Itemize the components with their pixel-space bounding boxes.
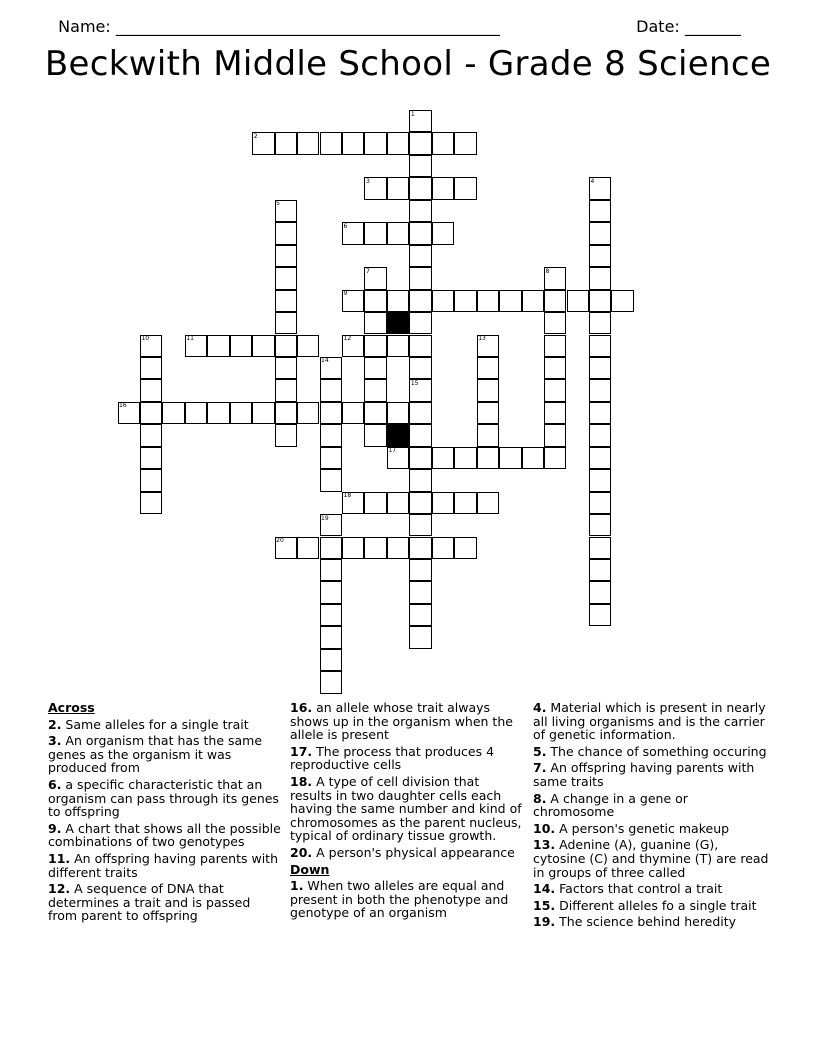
clue-number: 8.: [533, 790, 547, 806]
grid-cell[interactable]: [387, 402, 409, 424]
grid-cell[interactable]: [387, 177, 409, 199]
grid-cell[interactable]: [252, 402, 274, 424]
down-clue: [533, 899, 773, 913]
grid-cell[interactable]: [409, 604, 431, 626]
clue-number-label: 3: [365, 177, 370, 185]
clue-number-label: 1: [410, 110, 415, 118]
clue-text: A chart that shows all the possible combinations of two genotypes: [48, 820, 281, 850]
grid-cell[interactable]: [522, 447, 544, 469]
grid-cell[interactable]: [544, 335, 566, 357]
grid-cell[interactable]: [589, 537, 611, 559]
grid-cell[interactable]: [275, 290, 297, 312]
grid-cell[interactable]: [297, 402, 319, 424]
grid-cell[interactable]: [611, 290, 633, 312]
grid-cell[interactable]: [364, 335, 386, 357]
clues-column-3: [533, 701, 773, 932]
across-clue: [48, 822, 283, 849]
grid-cell[interactable]: [409, 222, 431, 244]
grid-cell[interactable]: [499, 447, 521, 469]
grid-cell[interactable]: [589, 200, 611, 222]
grid-cell[interactable]: [589, 559, 611, 581]
clue-text: An offspring having parents with same traits: [533, 760, 755, 789]
clue-number: 2.: [48, 716, 62, 732]
grid-cell[interactable]: [140, 379, 162, 401]
grid-cell[interactable]: [544, 402, 566, 424]
grid-cell[interactable]: [409, 424, 431, 446]
grid-cell[interactable]: [320, 671, 342, 693]
grid-cell[interactable]: [207, 402, 229, 424]
grid-cell[interactable]: [409, 267, 431, 289]
grid-cell[interactable]: [409, 402, 431, 424]
grid-cell[interactable]: [320, 469, 342, 491]
clue-number-label: 16: [119, 402, 127, 410]
grid-cell[interactable]: [432, 492, 454, 514]
grid-cell[interactable]: [275, 245, 297, 267]
clue-number: 18.: [290, 773, 313, 789]
grid-cell[interactable]: [544, 357, 566, 379]
grid-cell[interactable]: [320, 402, 342, 424]
across-clue: [48, 734, 283, 775]
across-clue: [290, 775, 525, 843]
clue-text: The process that produces 4 reproductive cells: [290, 743, 495, 773]
grid-cell[interactable]: [544, 424, 566, 446]
grid-cell[interactable]: [477, 424, 499, 446]
grid-cell[interactable]: [477, 379, 499, 401]
grid-cell[interactable]: [589, 222, 611, 244]
down-clue: [290, 879, 525, 920]
grid-cell[interactable]: [477, 447, 499, 469]
grid-cell[interactable]: [589, 581, 611, 603]
down-clue: [533, 838, 773, 879]
clue-text: The science behind heredity: [555, 914, 737, 930]
clue-number-label: 19: [321, 514, 329, 522]
grid-cell[interactable]: [589, 245, 611, 267]
clue-number-label: 13: [478, 335, 486, 342]
grid-cell[interactable]: [409, 514, 431, 536]
down-clue: [533, 701, 773, 742]
clue-number: 17.: [290, 743, 313, 759]
clue-number: 3.: [48, 733, 62, 749]
grid-cell[interactable]: [364, 379, 386, 401]
grid-cell[interactable]: [320, 537, 342, 559]
grid-cell[interactable]: [387, 335, 409, 357]
grid-cell[interactable]: [454, 447, 476, 469]
grid-cell[interactable]: [589, 514, 611, 536]
clue-number: 5.: [533, 743, 547, 759]
grid-cell[interactable]: [454, 492, 476, 514]
grid-cell[interactable]: [387, 537, 409, 559]
grid-cell[interactable]: [589, 290, 611, 312]
down-clue: [533, 882, 773, 896]
clue-number: 12.: [48, 881, 71, 897]
clue-number: 20.: [290, 844, 313, 860]
clues-column-2: [290, 701, 525, 923]
grid-cell[interactable]: [409, 290, 431, 312]
page-title: Beckwith Middle School - Grade 8 Science: [44, 44, 772, 84]
grid-cell[interactable]: [364, 222, 386, 244]
name-label: Name:: [58, 17, 116, 36]
grid-cell[interactable]: [567, 290, 589, 312]
grid-cell[interactable]: [320, 379, 342, 401]
down-clue: [533, 745, 773, 759]
clue-number: 7.: [533, 760, 547, 776]
clue-text: When two alleles are equal and present in both the phenotype and genotype of an organism: [290, 878, 509, 921]
grid-cell[interactable]: [320, 559, 342, 581]
clue-text: an allele whose trait always shows up in the organism when the allele is present: [290, 700, 513, 743]
grid-cell[interactable]: [544, 447, 566, 469]
grid-cell[interactable]: [387, 132, 409, 154]
down-clue-list-1: [290, 879, 525, 920]
clue-text: Same alleles for a single trait: [61, 716, 249, 732]
grid-cell[interactable]: [544, 379, 566, 401]
grid-cell[interactable]: [320, 447, 342, 469]
grid-cell[interactable]: [544, 290, 566, 312]
grid-cell[interactable]: [297, 335, 319, 357]
grid-cell[interactable]: [589, 424, 611, 446]
clue-text: A change in a gene or chromosome: [533, 790, 688, 820]
grid-cell[interactable]: [499, 290, 521, 312]
date-label: Date:: [636, 17, 685, 36]
clue-number: 4.: [533, 700, 547, 715]
across-clue: [48, 778, 283, 819]
clue-text: A sequence of DNA that determines a trait and is passed from parent to offspring: [48, 881, 251, 924]
clue-number-label: 12: [343, 335, 352, 342]
grid-cell[interactable]: [409, 200, 431, 222]
clue-number-label: 2: [253, 132, 258, 140]
across-clue: [290, 846, 525, 860]
grid-cell[interactable]: [364, 424, 386, 446]
clue-number-label: 11: [186, 335, 194, 342]
name-line: ________________________________________________: [115, 17, 500, 36]
grid-cell[interactable]: [589, 402, 611, 424]
down-clue: [533, 822, 773, 836]
grid-cell[interactable]: [140, 469, 162, 491]
down-clue: [533, 915, 773, 929]
clue-number-label: 8: [545, 267, 550, 275]
grid-cell[interactable]: [364, 537, 386, 559]
clue-number-label: 15: [410, 379, 419, 387]
grid-cell[interactable]: [364, 492, 386, 514]
across-clue: [48, 718, 283, 732]
grid-cell[interactable]: [409, 581, 431, 603]
grid-cell[interactable]: [409, 447, 431, 469]
grid-cell[interactable]: [432, 222, 454, 244]
grid-cell[interactable]: [230, 335, 252, 357]
grid-cell[interactable]: [140, 447, 162, 469]
grid-cell[interactable]: [454, 290, 476, 312]
grid-cell[interactable]: [477, 290, 499, 312]
grid-cell[interactable]: [320, 424, 342, 446]
clue-number-label: 4: [590, 177, 595, 185]
clue-number: 19.: [533, 914, 556, 930]
grid-cell[interactable]: [140, 424, 162, 446]
grid-cell[interactable]: [297, 537, 319, 559]
grid-cell[interactable]: [162, 402, 184, 424]
clue-number-label: 6: [343, 222, 348, 230]
grid-cell[interactable]: [320, 649, 342, 671]
clue-number: 9.: [48, 820, 62, 836]
grid-cell[interactable]: [252, 335, 274, 357]
grid-cell[interactable]: [454, 132, 476, 154]
grid-cell[interactable]: [432, 290, 454, 312]
down-clue: [533, 761, 773, 788]
grid-cell[interactable]: [364, 290, 386, 312]
across-clue: [48, 882, 283, 923]
grid-cell[interactable]: [320, 626, 342, 648]
grid-cell[interactable]: [409, 469, 431, 491]
clue-number-label: 5: [276, 200, 280, 208]
grid-cell[interactable]: [589, 312, 611, 334]
across-clue-list-2: [290, 701, 525, 860]
grid-cell[interactable]: [544, 312, 566, 334]
grid-cell[interactable]: [364, 132, 386, 154]
clue-number: 13.: [533, 837, 556, 853]
grid-cell[interactable]: [297, 132, 319, 154]
grid-cell[interactable]: [140, 402, 162, 424]
grid-cell[interactable]: [387, 492, 409, 514]
clue-text: Adenine (A), guanine (G), cytosine (C) and thymine (T) are read in groups of three called: [533, 837, 769, 880]
grid-cell[interactable]: [387, 290, 409, 312]
grid-cell[interactable]: [477, 402, 499, 424]
date-line: _______: [684, 17, 741, 36]
grid-cell[interactable]: [432, 132, 454, 154]
black-cell: [387, 424, 409, 446]
clue-number: 16.: [290, 700, 313, 715]
down-heading: Down: [290, 861, 330, 877]
clue-number: 1.: [290, 878, 304, 894]
clue-number-label: 9: [343, 290, 348, 298]
clue-text: An offspring having parents with different traits: [48, 850, 278, 880]
clue-number: 15.: [533, 897, 556, 913]
clue-number: 14.: [533, 881, 556, 897]
grid-cell[interactable]: [432, 177, 454, 199]
grid-cell[interactable]: [275, 267, 297, 289]
clue-text: The chance of something occuring: [546, 743, 767, 759]
across-clue: [290, 701, 525, 742]
grid-cell[interactable]: [230, 402, 252, 424]
grid-cell[interactable]: [275, 424, 297, 446]
grid-cell[interactable]: [477, 357, 499, 379]
grid-cell[interactable]: [589, 492, 611, 514]
grid-cell[interactable]: [432, 447, 454, 469]
down-clue-list-2: [533, 701, 773, 929]
grid-cell[interactable]: [364, 312, 386, 334]
clue-text: A person's physical appearance: [312, 844, 515, 860]
across-clue-list-1: [48, 718, 283, 923]
grid-cell[interactable]: [409, 559, 431, 581]
clue-number-label: 17: [388, 447, 397, 455]
grid-cell[interactable]: [275, 357, 297, 379]
grid-cell[interactable]: [275, 402, 297, 424]
clue-number-label: 20: [276, 537, 284, 545]
grid-cell[interactable]: [432, 537, 454, 559]
grid-cell[interactable]: [409, 626, 431, 648]
grid-cell[interactable]: [409, 492, 431, 514]
grid-cell[interactable]: [454, 537, 476, 559]
clue-number: 10.: [533, 820, 556, 836]
grid-cell[interactable]: [140, 357, 162, 379]
grid-cell[interactable]: [589, 335, 611, 357]
grid-cell[interactable]: [364, 357, 386, 379]
black-cell: [387, 312, 409, 334]
grid-cell[interactable]: [409, 155, 431, 177]
grid-cell[interactable]: [589, 447, 611, 469]
grid-cell[interactable]: [454, 177, 476, 199]
grid-cell[interactable]: [342, 132, 364, 154]
clue-text: Different alleles fo a single trait: [555, 897, 757, 913]
grid-cell[interactable]: [409, 132, 431, 154]
clue-number-label: 18: [343, 492, 352, 500]
grid-cell[interactable]: [275, 379, 297, 401]
clue-text: A person's genetic makeup: [555, 820, 730, 836]
clue-number-label: 7: [365, 267, 370, 275]
grid-cell[interactable]: [409, 537, 431, 559]
grid-cell[interactable]: [320, 132, 342, 154]
grid-cell[interactable]: [589, 379, 611, 401]
clue-text: A type of cell division that results in two daughter cells each having the same number and kind of chromosomes as the parent nucleus, typical of ordinary tissue growth.: [290, 773, 522, 844]
down-clue: [533, 792, 773, 819]
grid-cell[interactable]: [342, 402, 364, 424]
grid-cell[interactable]: [589, 357, 611, 379]
grid-cell[interactable]: [589, 267, 611, 289]
clues-column-1: [48, 701, 283, 926]
across-heading: Across: [48, 700, 95, 715]
clue-text: Material which is present in nearly all living organisms and is the carrier of genetic information.: [533, 700, 766, 743]
grid-cell[interactable]: [409, 335, 431, 357]
grid-cell[interactable]: [275, 312, 297, 334]
grid-cell[interactable]: [275, 335, 297, 357]
grid-cell[interactable]: [364, 402, 386, 424]
clue-text: An organism that has the same genes as the organism it was produced from: [48, 733, 263, 776]
grid-cell[interactable]: [589, 604, 611, 626]
grid-cell[interactable]: [522, 290, 544, 312]
clue-number-label: 14: [321, 357, 329, 365]
clue-number-label: 10: [141, 335, 150, 342]
grid-cell[interactable]: [409, 357, 431, 379]
grid-cell[interactable]: [477, 492, 499, 514]
grid-cell[interactable]: [320, 604, 342, 626]
grid-cell[interactable]: [387, 222, 409, 244]
grid-cell[interactable]: [589, 469, 611, 491]
clue-number: 11.: [48, 850, 71, 866]
grid-cell[interactable]: [275, 132, 297, 154]
grid-cell[interactable]: [185, 402, 207, 424]
grid-cell[interactable]: [409, 245, 431, 267]
across-clue: [48, 852, 283, 879]
grid-cell[interactable]: [409, 177, 431, 199]
grid-cell[interactable]: [140, 492, 162, 514]
grid-cell[interactable]: [409, 312, 431, 334]
grid-cell[interactable]: [320, 581, 342, 603]
across-clue: [290, 745, 525, 772]
grid-cell[interactable]: [275, 222, 297, 244]
grid-cell[interactable]: [207, 335, 229, 357]
clue-text: a specific characteristic that an organism can pass through its genes to offspring: [48, 776, 279, 820]
clue-text: Factors that control a trait: [555, 881, 723, 897]
clue-number: 6.: [48, 776, 62, 792]
grid-cell[interactable]: [342, 537, 364, 559]
